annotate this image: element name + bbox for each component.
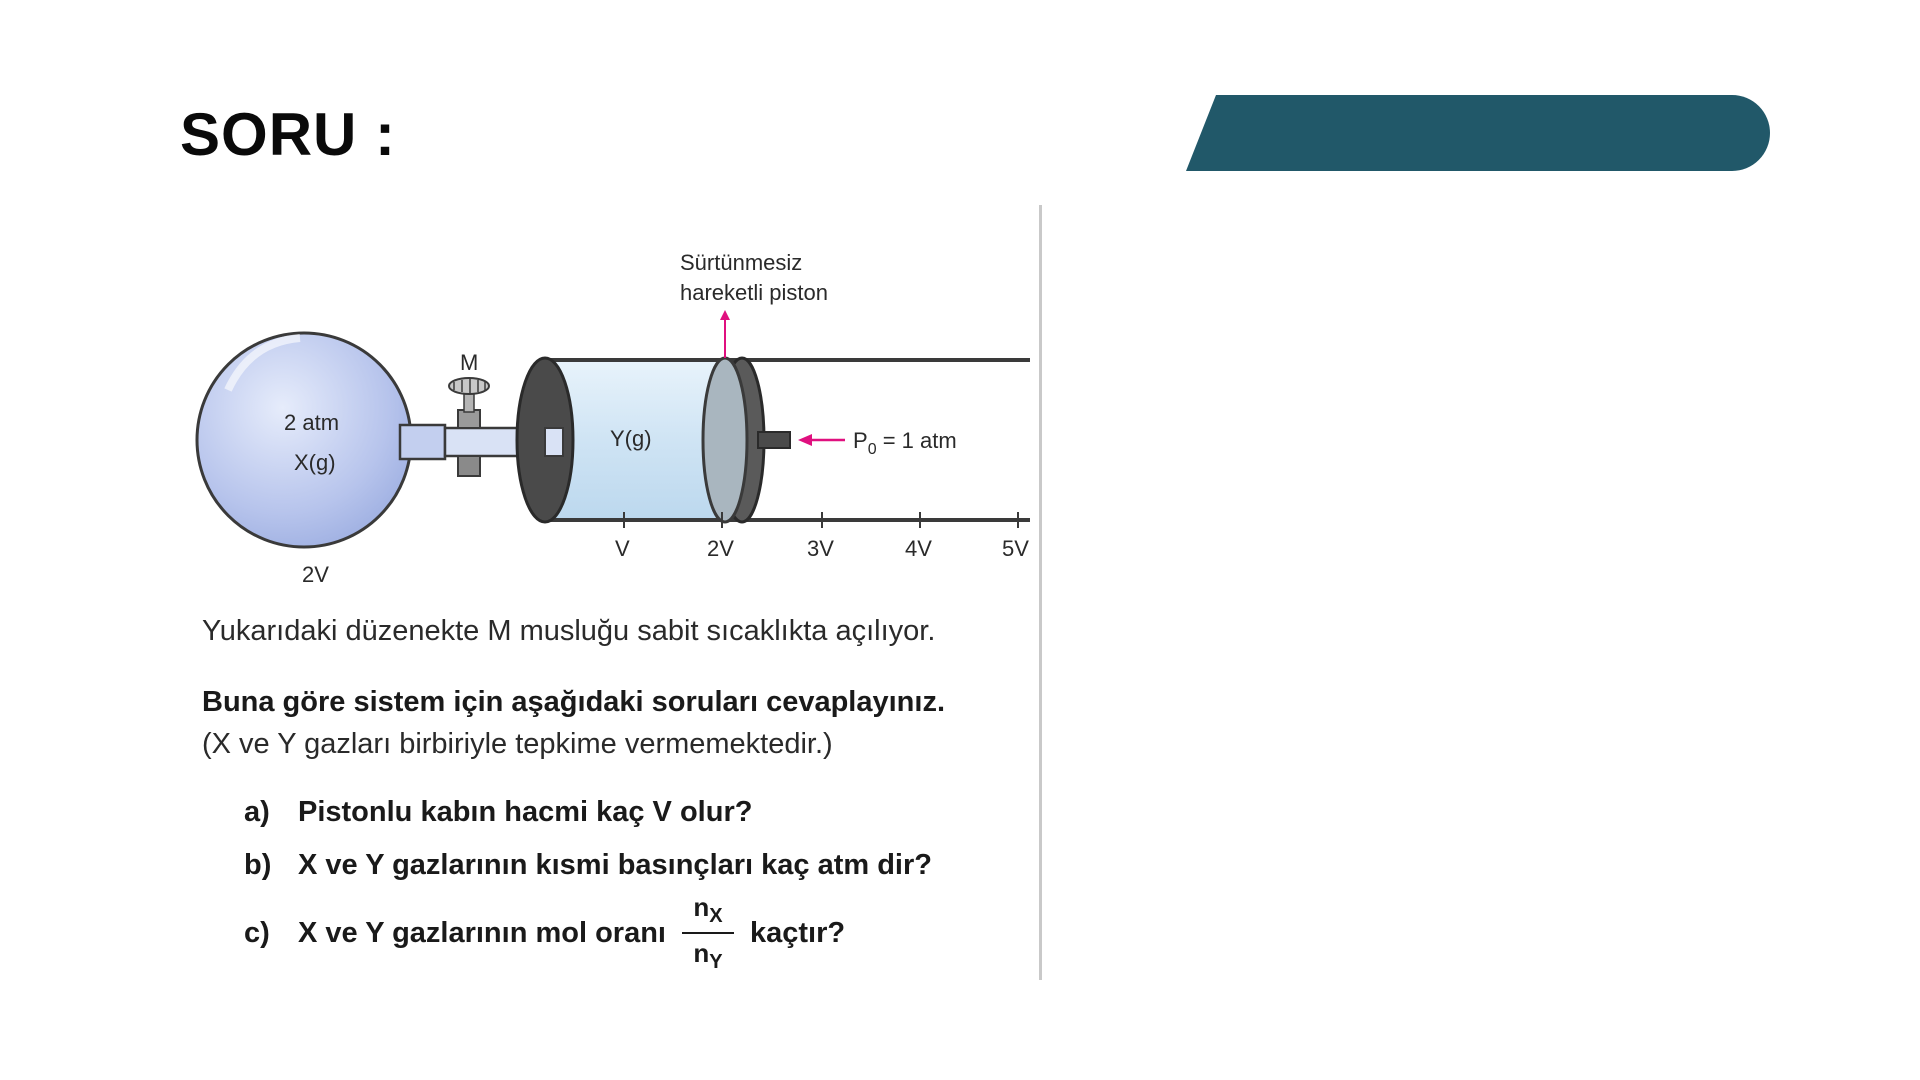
instruction-text: Buna göre sistem için aşağıdaki soruları cevaplayınız. [202,686,946,718]
scale-v: V [615,536,630,561]
p0-label: $P_0 = 1$ atm [853,428,957,458]
fraction-denominator: $n_Y$ [693,938,723,973]
title-banner [1186,95,1770,171]
mole-ratio-fraction [682,894,734,972]
pressure-arrowhead [798,434,812,446]
piston-face [703,358,747,522]
bulb-volume: 2V [302,562,329,587]
question-a-label: a) [244,796,270,828]
question-c-suffix: kaçtır? [750,916,846,949]
question-a-text: Pistonlu kabın hacmi kaç V olur? [298,796,753,828]
piston-label-arrowhead [720,310,730,320]
scale-2v: 2V [707,536,734,561]
fraction-numerator: $n_X$ [693,892,723,927]
question-b [244,849,932,882]
piston-rod [758,432,790,448]
scale-5v: 5V [1002,536,1029,561]
banner-shape [1186,95,1770,171]
question-b-label: b) [244,849,272,881]
cap-inlet [545,428,563,456]
slide-title: SORU : [180,101,396,168]
scale-4v: 4V [905,536,932,561]
piston-label-line1: Sürtünmesiz [680,250,803,275]
piston-label-line2: hareketli piston [680,280,828,305]
valve-label: M [460,350,479,375]
bulb-gas: X(g) [294,450,336,475]
scale-3v: 3V [807,536,834,561]
gas-apparatus-diagram [190,240,1040,600]
note-text: (X ve Y gazları birbiriyle tepkime vermemektedir.) [202,728,833,760]
intro-text: Yukarıdaki düzenekte M musluğu sabit sıcaklıkta açılıyor. [202,615,936,647]
fraction-bar [682,932,734,934]
question-c-text: X ve Y gazlarının mol oranı [298,916,666,949]
question-c [244,894,845,972]
question-c-label: c) [244,916,270,949]
gas-bulb [197,333,411,547]
bulb-neck [400,425,445,459]
bulb-pressure: 2 atm [284,410,340,435]
question-b-text: X ve Y gazlarının kısmi basınçları kaç atm dir? [298,849,932,881]
question-a [244,796,752,829]
cylinder-gas-label: Y(g) [610,426,652,451]
